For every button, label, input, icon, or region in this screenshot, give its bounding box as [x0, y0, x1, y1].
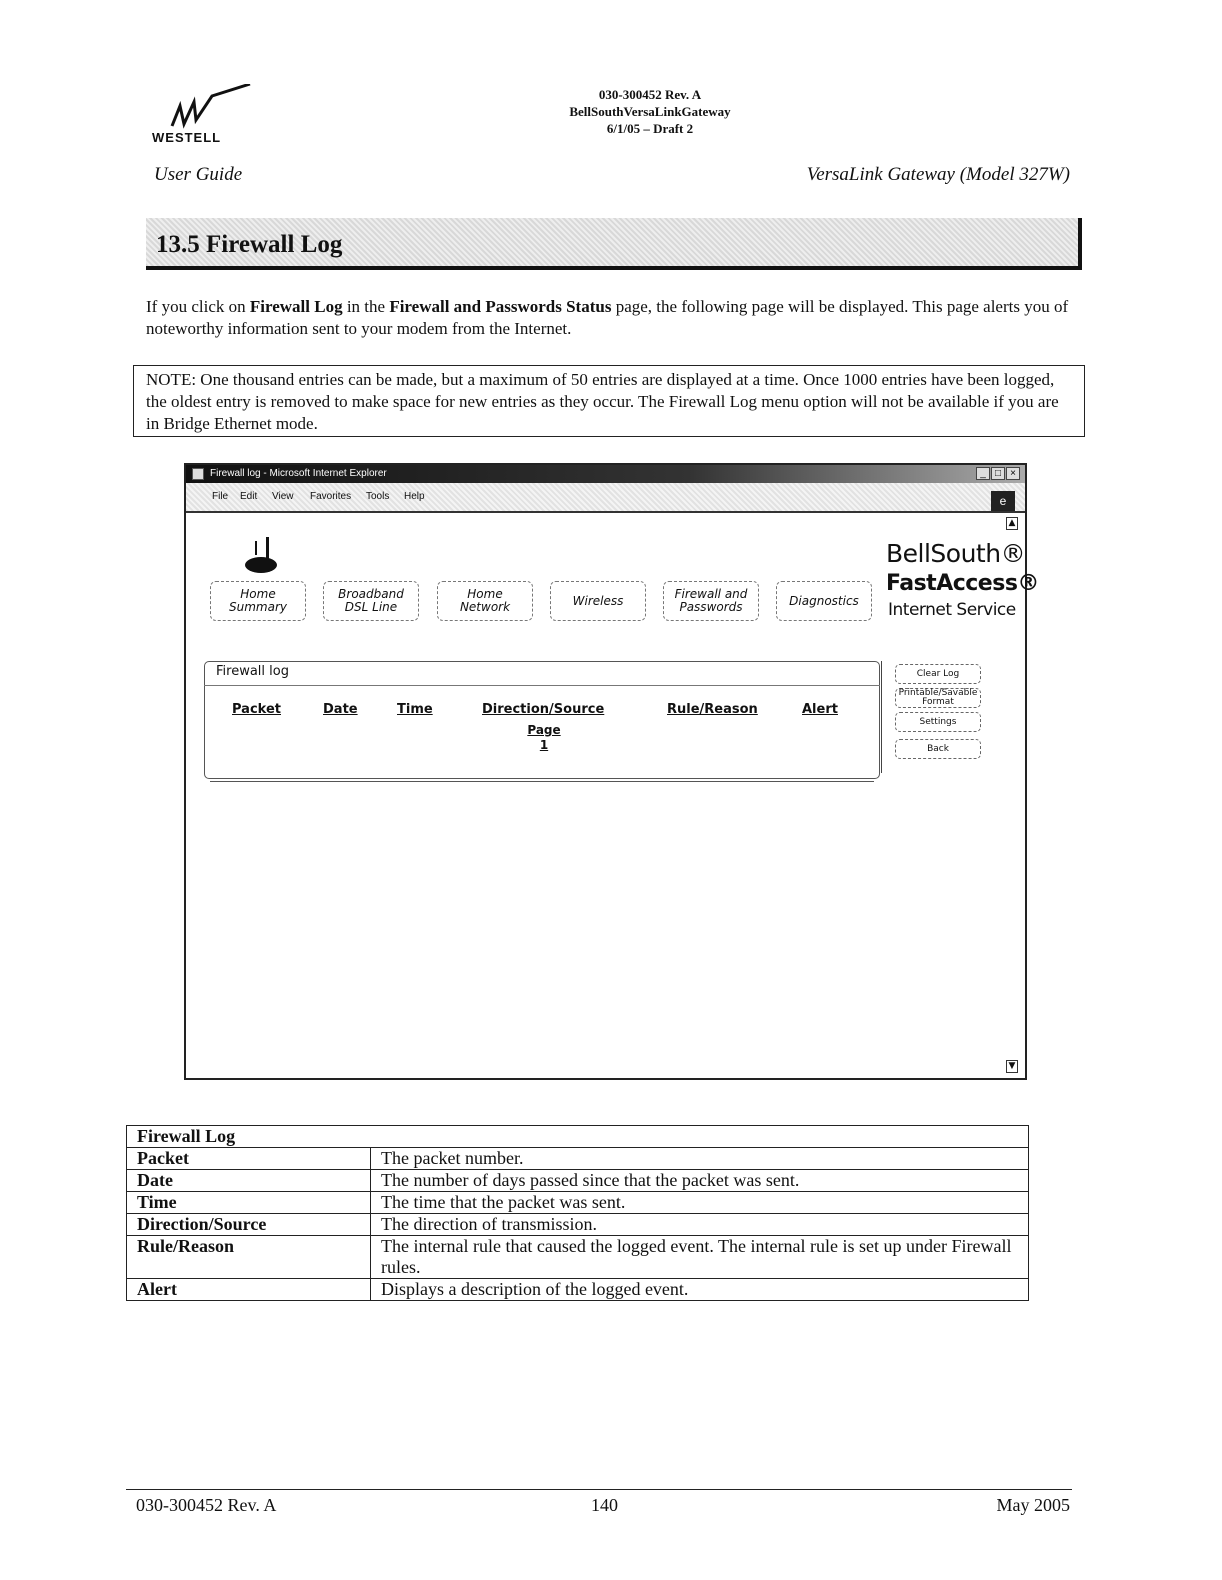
router-icon	[236, 531, 286, 581]
clear-log-button[interactable]: Clear Log	[895, 664, 981, 684]
col-date[interactable]: Date	[323, 702, 358, 717]
term-cell: Time	[127, 1192, 371, 1214]
term-cell: Packet	[127, 1148, 371, 1170]
nav-home-summary[interactable]: Home Summary	[210, 581, 306, 621]
table-row	[127, 1214, 1029, 1236]
page-label: Page	[527, 723, 561, 737]
term-cell: Alert	[127, 1279, 371, 1301]
doc-draft: 6/1/05 – Draft 2	[606, 121, 694, 136]
col-direction-source[interactable]: Direction/Source	[482, 702, 605, 717]
page-link-1[interactable]: 1	[539, 738, 549, 752]
nav-home-network[interactable]: Home Network	[437, 581, 533, 621]
col-packet[interactable]: Packet	[232, 702, 281, 717]
table-row	[127, 1279, 1029, 1301]
nav-diagnostics[interactable]: Diagnostics	[776, 581, 872, 621]
panel-right-border	[881, 661, 882, 773]
term-cell: Direction/Source	[127, 1214, 371, 1236]
desc-cell: The time that the packet was sent.	[371, 1192, 1029, 1214]
window-titlebar	[186, 465, 1025, 483]
definition-table	[126, 1125, 1029, 1301]
right-running-title: VersaLink Gateway (Model 327W)	[806, 164, 1070, 185]
desc-cell: The direction of transmission.	[371, 1214, 1029, 1236]
brand-bellsouth: BellSouth®	[886, 539, 1026, 568]
brand-fastaccess: FastAccess®	[886, 571, 1039, 596]
footer-date: May 2005	[996, 1495, 1070, 1515]
printable-format-button[interactable]: Printable/Savable Format	[895, 688, 981, 708]
logo-text: WESTELL	[152, 130, 222, 145]
intro-paragraph: If you click on Firewall Log in the Firewall and Passwords Status page, the following page will be displayed. This page alerts you of noteworthy information sent to your modem from the Internet.	[146, 297, 1069, 338]
page-number: 140	[591, 1495, 618, 1515]
menu-file[interactable]: File	[212, 491, 229, 502]
nav-broadband-dsl-line[interactable]: Broadband DSL Line	[323, 581, 419, 621]
brand-internet-service: Internet Service	[888, 600, 1016, 620]
col-rule-reason[interactable]: Rule/Reason	[667, 702, 758, 717]
col-alert[interactable]: Alert	[802, 702, 838, 717]
menu-favorites[interactable]: Favorites	[310, 491, 352, 502]
table-row	[127, 1170, 1029, 1192]
browser-screenshot	[184, 463, 1039, 1080]
doc-number: 030-300452 Rev. A	[598, 87, 702, 102]
panel-bottom-rule	[210, 781, 874, 782]
maximize-icon[interactable]: □	[991, 467, 1005, 480]
table-title-row	[127, 1126, 1029, 1148]
term-cell: Date	[127, 1170, 371, 1192]
table-row	[127, 1148, 1029, 1170]
desc-cell: The internal rule that caused the logged event. The internal rule is set up under Firewall rules.	[371, 1236, 1029, 1279]
menu-edit[interactable]: Edit	[240, 491, 258, 502]
desc-cell: Displays a description of the logged event.	[371, 1279, 1029, 1301]
scroll-down-icon[interactable]: ▼	[1006, 1060, 1018, 1073]
settings-button[interactable]: Settings	[895, 712, 981, 732]
nav-firewall-and-passwords[interactable]: Firewall and Passwords	[663, 581, 759, 621]
note-box: NOTE: One thousand entries can be made, but a maximum of 50 entries are displayed at a time. Once 1000 entries have been logged, the oldest entry is removed to make space for new entries as they occur. The Firewall Log menu option will not be available if you are in Bridge Ethernet mode.	[133, 365, 1085, 437]
table-row	[127, 1192, 1029, 1214]
back-button[interactable]: Back	[895, 739, 981, 759]
nav-wireless[interactable]: Wireless	[550, 581, 646, 621]
ie-page-icon	[192, 468, 204, 480]
window-title: Firewall log - Microsoft Internet Explorer	[210, 468, 387, 479]
col-time[interactable]: Time	[397, 702, 433, 717]
panel-title: Firewall log	[216, 664, 289, 679]
desc-cell: The packet number.	[371, 1148, 1029, 1170]
table-row	[127, 1236, 1029, 1279]
footer-doc-number: 030-300452 Rev. A	[136, 1495, 277, 1515]
menu-tools[interactable]: Tools	[366, 491, 390, 502]
term-cell: Rule/Reason	[127, 1236, 371, 1279]
menu-bar	[186, 483, 1025, 513]
firewall-log-panel	[204, 661, 880, 779]
panel-divider	[204, 685, 880, 686]
minimize-icon[interactable]: _	[976, 467, 990, 480]
footer-rule	[126, 1489, 1072, 1490]
doc-name: BellSouthVersaLinkGateway	[569, 104, 731, 119]
desc-cell: The number of days passed since that the packet was sent.	[371, 1170, 1029, 1192]
menu-help[interactable]: Help	[404, 491, 425, 502]
table-title: Firewall Log	[127, 1126, 1029, 1148]
doc-header	[450, 86, 850, 137]
ie-logo-icon: e	[991, 491, 1015, 511]
menu-view[interactable]: View	[272, 491, 294, 502]
section-title: 13.5 Firewall Log	[156, 231, 343, 258]
left-running-title: User Guide	[154, 164, 243, 185]
close-icon[interactable]: ×	[1006, 467, 1020, 480]
scroll-up-icon[interactable]: ▲	[1006, 517, 1018, 530]
